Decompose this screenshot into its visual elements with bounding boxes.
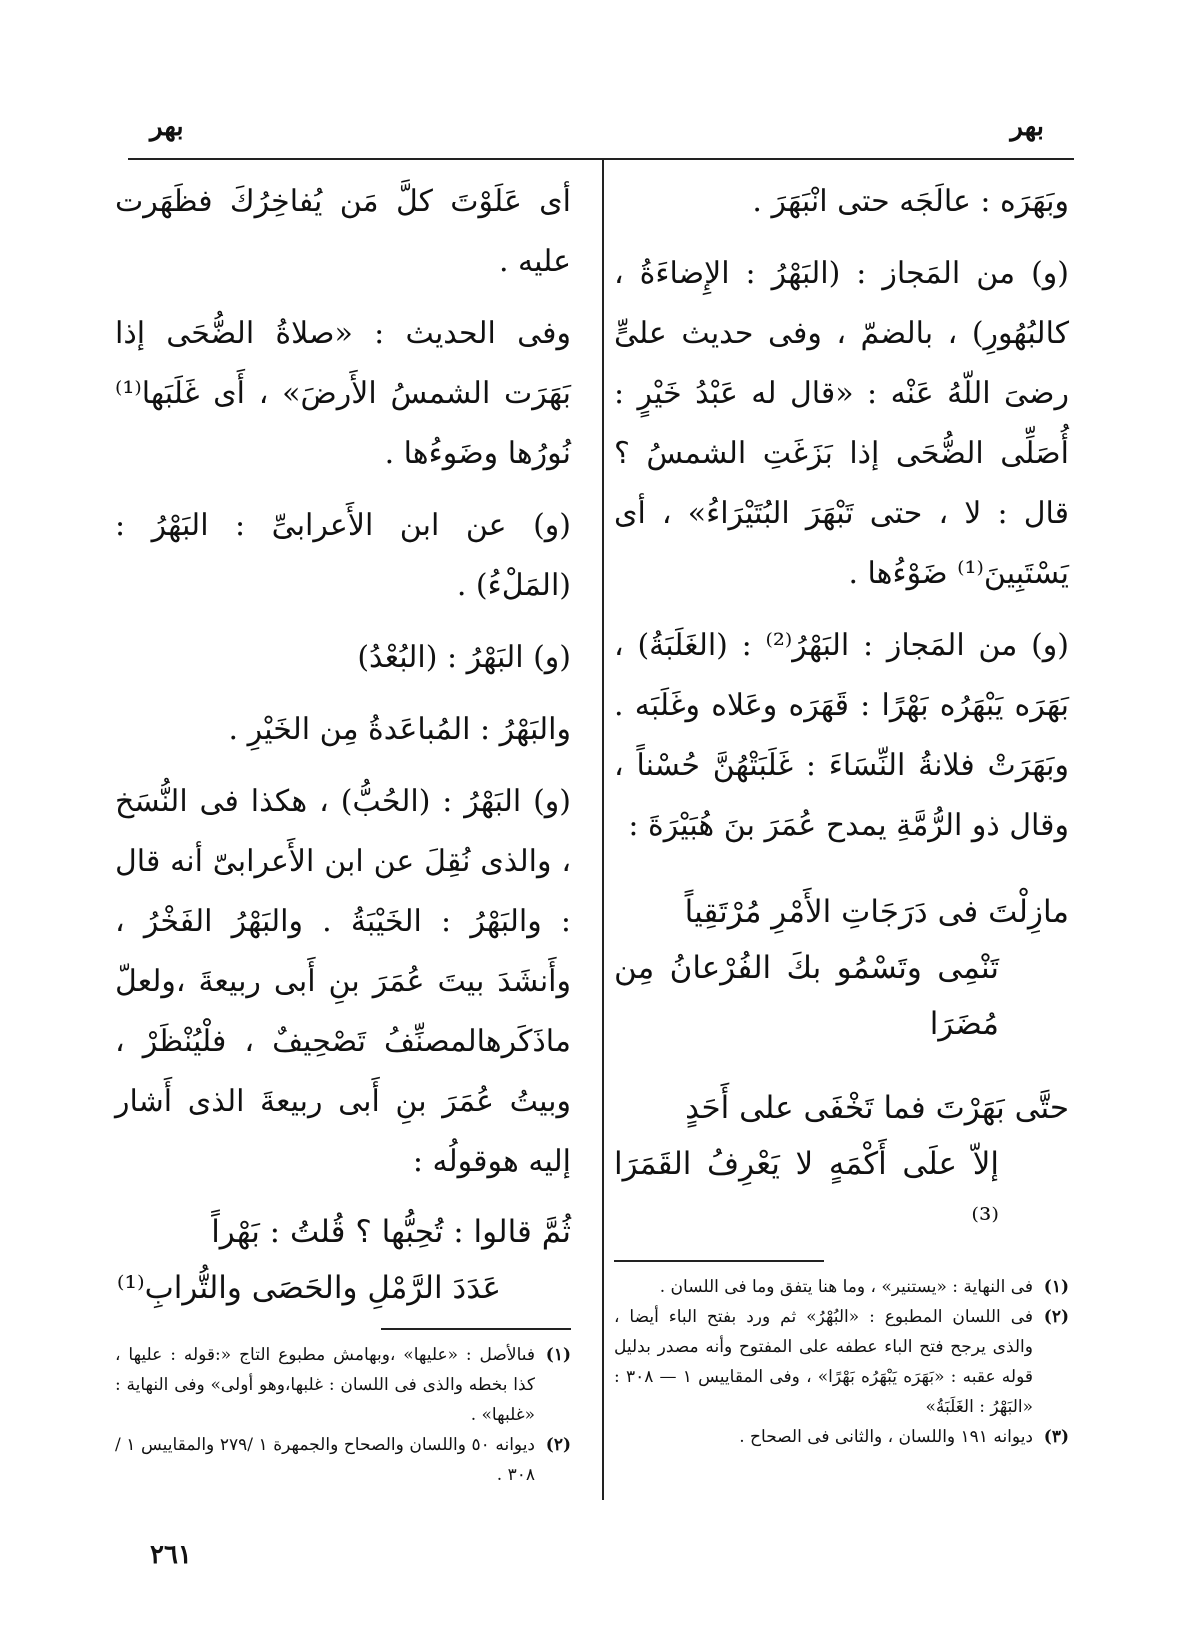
footnote [614, 1302, 1069, 1422]
paragraph: (و) من المَجاز : البَهْرُ⁽²⁾ : (الغَلَبَةُ) ، بَهَرَه يَبْهَرُه بَهْرًا : قَهَرَه وعَلاه وغَلَبَه . وبَهَرَتْ فلانةُ النِّسَاءَ : غَلَبَتْهُنَّ حُسْناً ، وقال ذو الرُّمَّةِ يمدح عُمَرَ بنَ هُبَيْرَةَ : [614, 628, 1069, 843]
verse-hemistich: إلاّ علَى أَكْمَهٍ لا يَعْرِفُ القَمَرَا ⁽³⁾ [614, 1146, 999, 1238]
footnote-number: (١) [1043, 1277, 1069, 1297]
footnote-number: (١) [545, 1345, 571, 1365]
paragraph: (و) من المَجاز : (البَهْرُ : الإِضاءَةُ ، كالبُهُورِ) ، بالضمّ ، وفى حديث علىٍّ رضىَ اللّهُ عَنْه : «قال له عَبْدُ خَيْرٍ : أُصَلِّى الضُّحَى إذا بَزَغَتِ الشمسُ ؟ قال : لا ، حتى تَبْهَرَ البُتَيْرَاءُ» ، أى يَسْتَبِينَ⁽¹⁾ ضَوْءُها . [614, 256, 1069, 591]
left-column [115, 172, 571, 1490]
paragraph: (و) البَهْرُ : (البُعْدُ) [357, 640, 571, 675]
verse-hemistich: عَدَدَ الرَّمْلِ والحَصَى والتُّرابِ⁽¹⁾ [116, 1270, 501, 1306]
footnote-rule [381, 1328, 571, 1330]
footnote-number: (٣) [1043, 1427, 1069, 1447]
paragraph: وبَهَرَه : عالَجَه حتى انْبَهَرَ . [752, 184, 1069, 219]
verse-hemistich: تَنْمِى وتَسْمُو بكَ الفُرْعانُ مِن مُضَرَا [614, 950, 999, 1042]
footnote [614, 1272, 1069, 1302]
page-number: ٢٦١ [150, 1540, 192, 1570]
poem-verse [614, 1080, 1069, 1248]
paragraph: (و) عن ابن الأَعرابىِّ : البَهْرُ : (المَلْءُ) . [115, 508, 571, 603]
footnote-text: فى النهاية : «يستنير» ، وما هنا يتفق وما فى اللسان . [659, 1277, 1033, 1297]
column-divider [602, 158, 604, 1500]
footnote-rule [614, 1260, 824, 1262]
footnote [115, 1430, 571, 1490]
header-rule [128, 158, 1074, 160]
footnote-number: (٢) [1043, 1307, 1069, 1327]
footnote-text: فى اللسان المطبوع : «البُهْرُ» ثم ورد بفتح الباء أيضا ، والذى يرجح فتح الباء عطفه على المفتوح وأنه مصدر بدليل قوله عقبه : «بَهَرَه يَبْهَرُه بَهْرًا» ، وفى المقاييس ١ — ٣٠٨ : «البَهْرُ : الغَلَبَةُ» [614, 1307, 1034, 1417]
paragraph: والبَهْرُ : المُباعَدةُ مِن الخَيْرِ . [228, 712, 571, 747]
poem-verse [614, 884, 1069, 1052]
footnote-text: ديوانه ٥٠ واللسان والصحاح والجمهرة ١ /٢٧٩ والمقاييس ١ /٣٠٨ . [115, 1435, 535, 1485]
verse-hemistich: ثُمَّ قالوا : تُحِبُّها ؟ قُلتُ : بَهْراً [211, 1214, 571, 1250]
poem-verse [115, 1204, 571, 1316]
footnote-number: (٢) [545, 1435, 571, 1455]
right-column [614, 172, 1069, 1452]
paragraph: وفى الحديث : «صلاةُ الضُّحَى إذا بَهَرَت الشمسُ الأَرضَ» ، أَى غَلَبَها⁽¹⁾ نُورُها وضَوءُها . [115, 316, 571, 471]
running-header-right: بهر [1010, 112, 1044, 142]
footnote [614, 1422, 1069, 1452]
paragraph: (و) البَهْرُ : (الحُبُّ) ، هكذا فى النُّسَخ ، والذى نُقِلَ عن ابن الأَعرابىّ أنه قال : والبَهْرُ : الخَيْبَةُ . والبَهْرُ الفَخْرُ ، وأَنشَدَ بيتَ عُمَرَ بنِ أَبى ربيعةَ ،ولعلّ ماذَكَرهالمصنِّفُ تَصْحِيفٌ ، فلْيُنْظَرْ ، وبيتُ عُمَرَ بنِ أَبى ربيعةَ الذى أَشار إليه هوقولُه : [115, 784, 571, 1179]
paragraph: أى عَلَوْتَ كلَّ مَن يُفاخِرُكَ فظَهَرت عليه . [115, 184, 571, 279]
footnote-text: فىالأصل : «عليها» ،وبهامش مطبوع التاج «:قوله : عليها ، كذا بخطه والذى فى اللسان : غلبها،وهو أولى» وفى النهاية : «غلبها» . [115, 1345, 535, 1425]
verse-hemistich: مازِلْتَ فى دَرَجَاتِ الأَمْرِ مُرْتَقِياً [684, 894, 1069, 930]
verse-hemistich: حتَّى بَهَرْتَ فما تَخْفَى على أَحَدٍ [685, 1090, 1069, 1126]
running-header-left: بهر [150, 112, 184, 142]
footnote [115, 1340, 571, 1430]
footnote-text: ديوانه ١٩١ واللسان ، والثانى فى الصحاح . [739, 1427, 1033, 1447]
